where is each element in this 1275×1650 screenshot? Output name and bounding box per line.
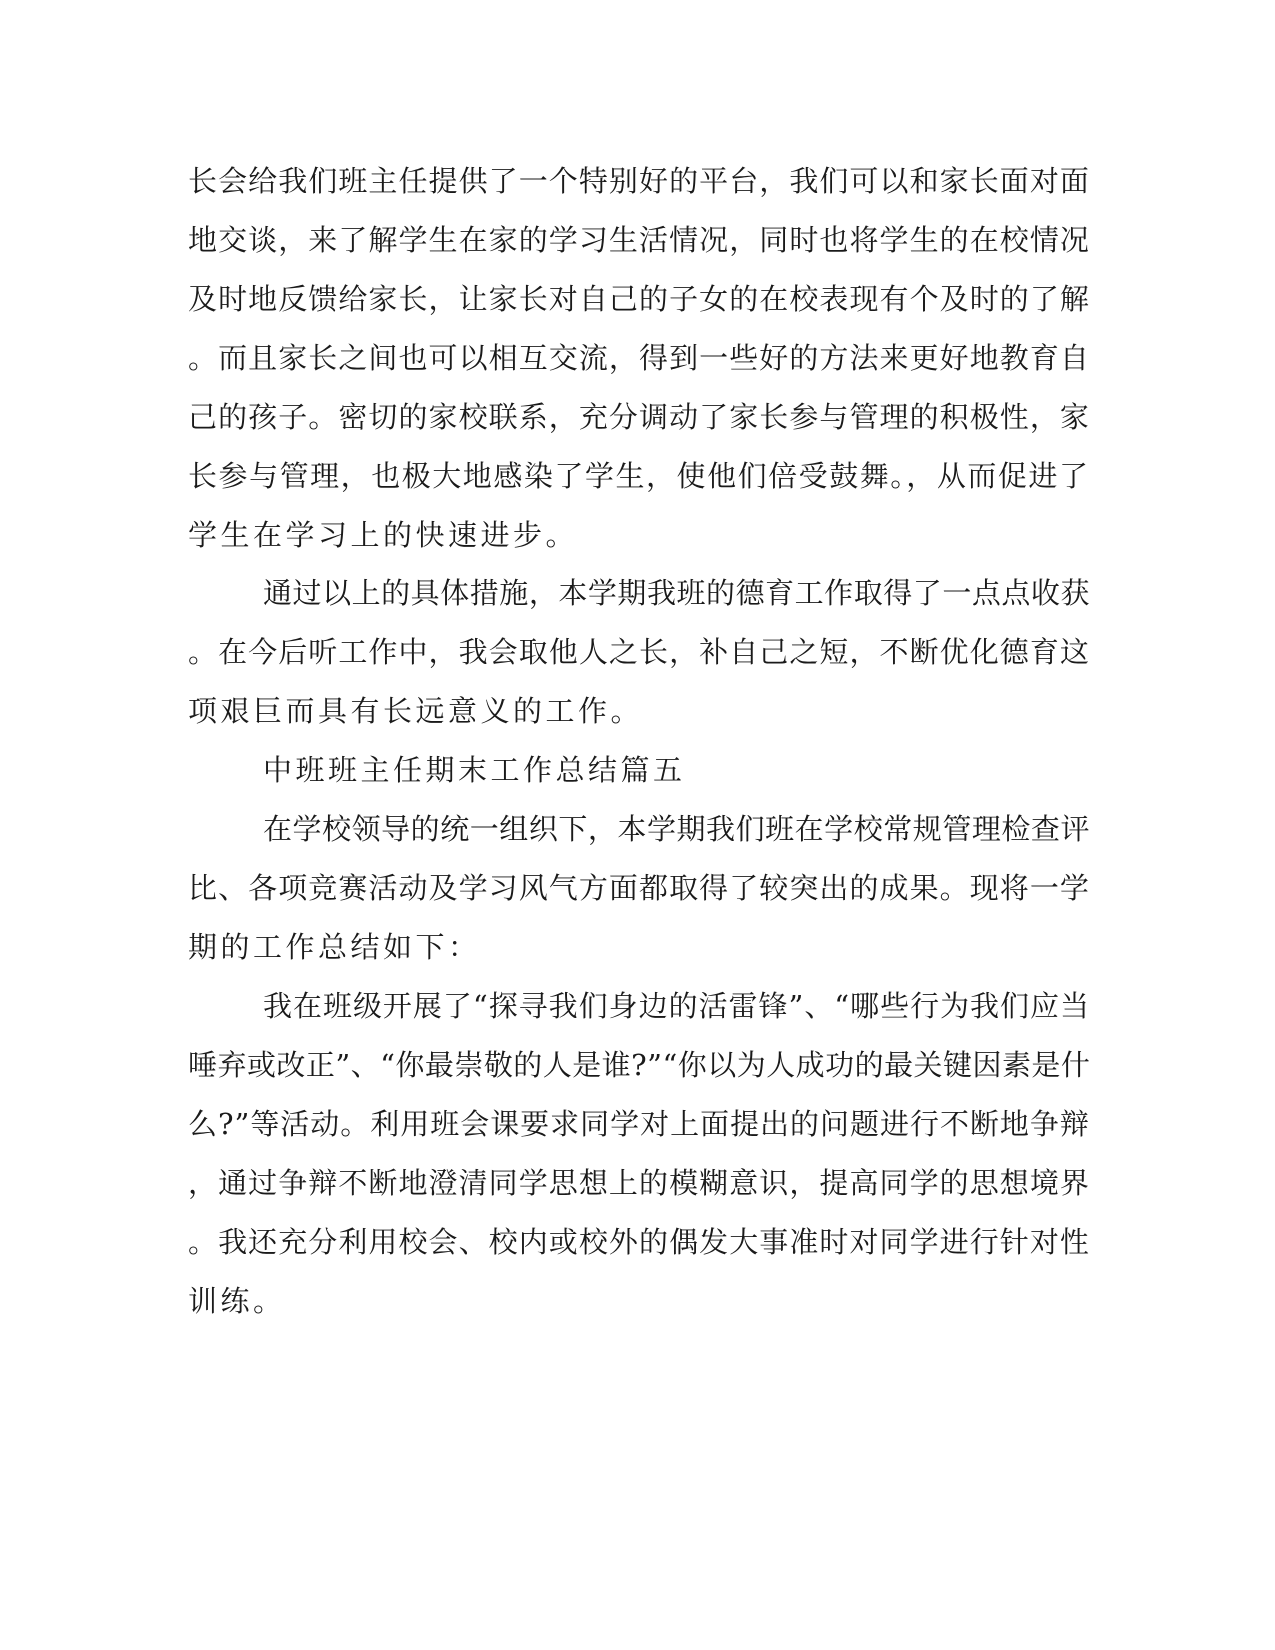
body-text-line: 。我还充分利用校会、校内或校外的偶发大事准时对同学进行针对性 [188, 1225, 1091, 1259]
body-text-line: 。而且家长之间也可以相互交流，得到一些好的方法来更好地教育自 [188, 341, 1091, 375]
paragraph-first-line: 通过以上的具体措施，本学期我班的德育工作取得了一点点收获 [263, 576, 1091, 610]
body-text-line: 地交谈，来了解学生在家的学习生活情况，同时也将学生的在校情况 [188, 223, 1091, 257]
body-text-line: 训练。 [188, 1284, 286, 1318]
body-text-line: 长会给我们班主任提供了一个特别好的平台，我们可以和家长面对面 [188, 164, 1091, 198]
paragraph-first-line: 我在班级开展了“探寻我们身边的活雷锋”、“哪些行为我们应当 [263, 989, 1090, 1023]
body-text-line: 期的工作总结如下： [188, 930, 481, 964]
body-text-line: 唾弃或改正”、“你最崇敬的人是谁?”“你以为人成功的最关键因素是什 [188, 1048, 1091, 1082]
body-text-line: 。在今后听工作中，我会取他人之长，补自己之短，不断优化德育这 [188, 635, 1091, 669]
body-text-line: ，通过争辩不断地澄清同学思想上的模糊意识，提高同学的思想境界 [188, 1166, 1091, 1200]
body-text-line: 么?”等活动。利用班会课要求同学对上面提出的问题进行不断地争辩 [188, 1107, 1090, 1141]
body-text-line: 项艰巨而具有长远意义的工作。 [188, 694, 644, 728]
section-heading: 中班班主任期末工作总结篇五 [263, 753, 686, 787]
body-text-line: 学生在学习上的快速进步。 [188, 518, 579, 552]
body-text-line: 己的孩子。密切的家校联系，充分调动了家长参与管理的积极性，家 [188, 400, 1091, 434]
paragraph-first-line: 在学校领导的统一组织下，本学期我们班在学校常规管理检查评 [263, 812, 1091, 846]
body-text-line: 长参与管理，也极大地感染了学生，使他们倍受鼓舞。，从而促进了 [188, 459, 1090, 493]
body-text-line: 及时地反馈给家长，让家长对自己的子女的在校表现有个及时的了解 [188, 282, 1091, 316]
body-text-line: 比、各项竞赛活动及学习风气方面都取得了较突出的成果。现将一学 [188, 871, 1091, 905]
